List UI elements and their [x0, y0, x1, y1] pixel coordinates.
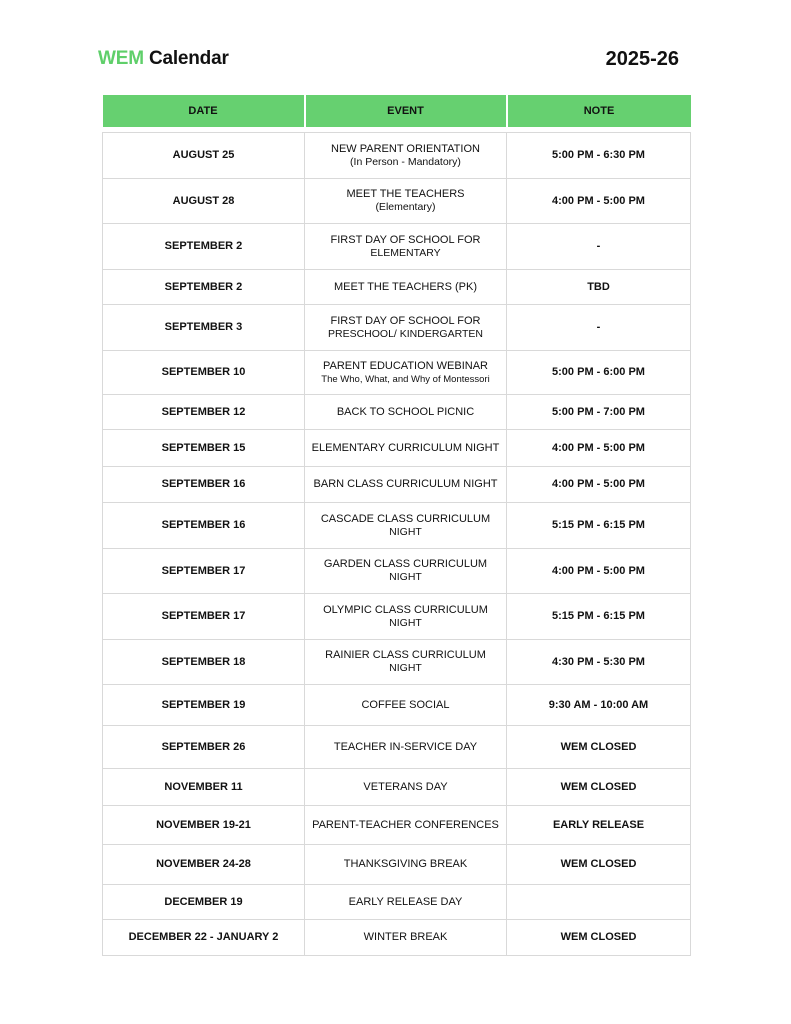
- event-subtitle: ELEMENTARY: [370, 246, 441, 259]
- cell-date: SEPTEMBER 12: [103, 395, 305, 430]
- cell-note: [507, 885, 691, 920]
- table-row: [103, 467, 691, 503]
- cell-date: SEPTEMBER 15: [103, 430, 305, 467]
- school-year: 2025-26: [605, 47, 679, 70]
- event-title: BARN CLASS CURRICULUM NIGHT: [313, 478, 498, 490]
- cell-event: [305, 351, 507, 395]
- cell-event: [305, 549, 507, 594]
- cell-event: [305, 769, 507, 806]
- brand-wem: WEM: [98, 48, 144, 69]
- cell-event: [305, 503, 507, 549]
- event-title: GARDEN CLASS CURRICULUM: [323, 558, 488, 570]
- event-subtitle: NIGHT: [389, 662, 422, 674]
- cell-event: [305, 395, 507, 430]
- event-subtitle: (Elementary): [375, 201, 436, 213]
- event-subtitle: (In Person - Mandatory): [350, 155, 461, 168]
- cell-date: DECEMBER 19: [103, 885, 305, 920]
- cell-note: WEM CLOSED: [507, 726, 691, 769]
- table-row: [103, 133, 691, 179]
- event-title: TEACHER IN-SERVICE DAY: [333, 740, 478, 753]
- table-row: [103, 726, 691, 769]
- cell-date: SEPTEMBER 16: [103, 467, 305, 503]
- table-row: [103, 270, 691, 305]
- cell-note: 9:30 AM - 10:00 AM: [507, 685, 691, 726]
- cell-event: [305, 640, 507, 685]
- cell-date: SEPTEMBER 17: [103, 549, 305, 594]
- cell-event: [305, 224, 507, 270]
- cell-event: [305, 806, 507, 845]
- cell-date: NOVEMBER 24-28: [103, 845, 305, 885]
- cell-event: [305, 685, 507, 726]
- table-row: [103, 685, 691, 726]
- page-header: [98, 44, 679, 74]
- event-title: MEET THE TEACHERS (PK): [333, 280, 478, 293]
- brand-calendar: Calendar: [148, 48, 229, 69]
- cell-event: [305, 467, 507, 503]
- event-title: CASCADE CLASS CURRICULUM: [320, 512, 491, 525]
- event-title: ELEMENTARY CURRICULUM NIGHT: [311, 441, 500, 454]
- cell-note: WEM CLOSED: [507, 920, 691, 956]
- cell-event: [305, 726, 507, 769]
- event-subtitle: The Who, What, and Why of Montessori: [321, 373, 490, 385]
- table-row: [103, 845, 691, 885]
- cell-event: [305, 845, 507, 885]
- cell-event: [305, 270, 507, 305]
- event-title: FIRST DAY OF SCHOOL FOR: [330, 233, 481, 246]
- cell-date: AUGUST 25: [103, 133, 305, 179]
- event-title: FIRST DAY OF SCHOOL FOR: [330, 314, 481, 327]
- table-row: [103, 224, 691, 270]
- table-row: [103, 549, 691, 594]
- cell-note: 5:15 PM - 6:15 PM: [507, 503, 691, 549]
- calendar-title: [98, 48, 229, 70]
- table-row: [103, 179, 691, 224]
- event-title: EARLY RELEASE DAY: [348, 895, 463, 908]
- event-title: COFFEE SOCIAL: [361, 698, 450, 711]
- event-title: RAINIER CLASS CURRICULUM: [325, 649, 486, 661]
- table-row: [103, 806, 691, 845]
- cell-note: TBD: [507, 270, 691, 305]
- cell-note: 4:00 PM - 5:00 PM: [507, 467, 691, 503]
- column-header-note: NOTE: [507, 95, 691, 127]
- cell-event: [305, 430, 507, 467]
- cell-event: [305, 133, 507, 179]
- cell-note: 5:00 PM - 6:00 PM: [507, 351, 691, 395]
- event-subtitle: NIGHT: [389, 525, 422, 538]
- table-row: [103, 885, 691, 920]
- cell-event: [305, 594, 507, 640]
- cell-note: 5:15 PM - 6:15 PM: [507, 594, 691, 640]
- cell-date: SEPTEMBER 2: [103, 270, 305, 305]
- cell-event: [305, 179, 507, 224]
- calendar-table: [102, 95, 691, 956]
- cell-event: [305, 920, 507, 956]
- cell-note: -: [507, 224, 691, 270]
- table-row: [103, 594, 691, 640]
- cell-note: 5:00 PM - 6:30 PM: [507, 133, 691, 179]
- cell-note: WEM CLOSED: [507, 769, 691, 806]
- cell-note: 4:00 PM - 5:00 PM: [507, 430, 691, 467]
- cell-date: DECEMBER 22 - JANUARY 2: [103, 920, 305, 956]
- event-subtitle: NIGHT: [389, 616, 422, 629]
- column-header-event: EVENT: [305, 95, 507, 127]
- cell-note: 4:00 PM - 5:00 PM: [507, 549, 691, 594]
- table-row: [103, 503, 691, 549]
- column-header-date: DATE: [103, 95, 305, 127]
- event-title: BACK TO SCHOOL PICNIC: [336, 405, 475, 418]
- table-row: [103, 920, 691, 956]
- table-header-row: [103, 95, 691, 127]
- cell-note: 4:00 PM - 5:00 PM: [507, 179, 691, 224]
- cell-date: NOVEMBER 11: [103, 769, 305, 806]
- table-row: [103, 395, 691, 430]
- table-row: [103, 640, 691, 685]
- event-title: THANKSGIVING BREAK: [343, 858, 468, 870]
- cell-date: SEPTEMBER 19: [103, 685, 305, 726]
- cell-note: WEM CLOSED: [507, 845, 691, 885]
- cell-note: -: [507, 305, 691, 351]
- cell-date: SEPTEMBER 2: [103, 224, 305, 270]
- cell-date: SEPTEMBER 18: [103, 640, 305, 685]
- cell-note: EARLY RELEASE: [507, 806, 691, 845]
- cell-date: NOVEMBER 19-21: [103, 806, 305, 845]
- cell-note: 4:30 PM - 5:30 PM: [507, 640, 691, 685]
- event-subtitle: PRESCHOOL/ KINDERGARTEN: [327, 327, 483, 340]
- event-title: PARENT-TEACHER CONFERENCES: [312, 818, 499, 831]
- event-title: PARENT EDUCATION WEBINAR: [322, 359, 489, 372]
- table-row: [103, 351, 691, 395]
- cell-date: SEPTEMBER 26: [103, 726, 305, 769]
- event-title: OLYMPIC CLASS CURRICULUM: [323, 603, 488, 616]
- event-title: VETERANS DAY: [363, 780, 448, 793]
- cell-date: SEPTEMBER 3: [103, 305, 305, 351]
- event-title: WINTER BREAK: [363, 931, 448, 943]
- cell-date: SEPTEMBER 16: [103, 503, 305, 549]
- cell-date: AUGUST 28: [103, 179, 305, 224]
- cell-date: SEPTEMBER 17: [103, 594, 305, 640]
- cell-event: [305, 885, 507, 920]
- table-row: [103, 305, 691, 351]
- cell-date: SEPTEMBER 10: [103, 351, 305, 395]
- cell-note: 5:00 PM - 7:00 PM: [507, 395, 691, 430]
- cell-event: [305, 305, 507, 351]
- event-title: MEET THE TEACHERS: [346, 188, 465, 200]
- table-row: [103, 769, 691, 806]
- event-subtitle: NIGHT: [389, 571, 422, 583]
- table-row: [103, 430, 691, 467]
- event-title: NEW PARENT ORIENTATION: [331, 142, 480, 155]
